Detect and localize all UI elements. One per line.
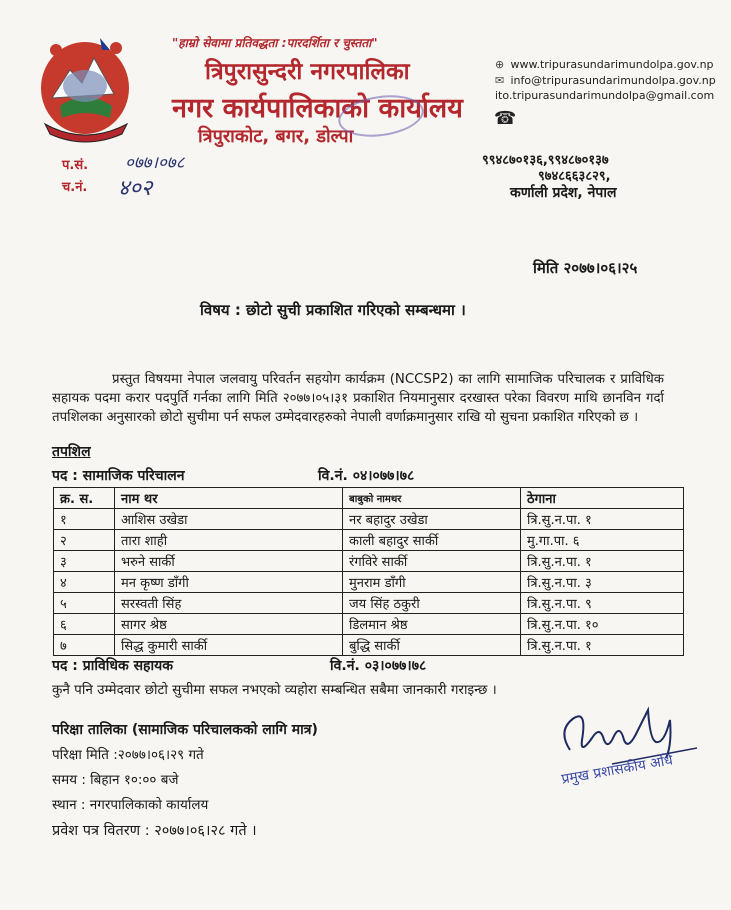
cell-serial: ३ xyxy=(54,551,115,572)
cell-name: मन कृष्ण डाँगी xyxy=(115,572,343,593)
notice-text: कुनै पनि उम्मेदवार छोटो सुचीमा सफल नभएको व्यहोरा सम्बन्धित सबैमा जानकारी गराइन्छ । xyxy=(52,682,497,698)
advert-number-1: वि.नं. ०४।०७७।७८ xyxy=(318,468,415,484)
website-line xyxy=(495,58,714,71)
office-name: नगर कार्यपालिकाको कार्यालय xyxy=(172,93,463,124)
table-row xyxy=(54,593,684,614)
cell-father-name: बुद्धि सार्की xyxy=(343,635,521,656)
letter-subject: विषय : छोटो सुची प्रकाशित गरिएको सम्बन्धमा । xyxy=(200,301,466,319)
cell-address: त्रि.सु.न.पा. ३ xyxy=(521,572,684,593)
cell-address: त्रि.सु.न.पा. १ xyxy=(521,509,684,530)
cell-serial: ७ xyxy=(54,635,115,656)
phone-numbers: ९९४८७०१३६,९९४८७०१३७ xyxy=(482,153,609,168)
table-row xyxy=(54,635,684,656)
exam-schedule-title: परिक्षा तालिका (सामाजिक परिचालकको लागि मात्र) xyxy=(52,722,318,738)
table-header-row xyxy=(54,488,684,509)
cell-serial: ६ xyxy=(54,614,115,635)
cell-name: आशिस उखेडा xyxy=(115,509,343,530)
letter-body: प्रस्तुत विषयमा नेपाल जलवायु परिवर्तन सहयोग कार्यक्रम (NCCSP2) का लागि सामाजिक परिचालक र प्राविधिक सहायक पदमा करार पदपुर्ति गर्नका लागि मिति २०७७।०५।३१ प्रकाशित नियमानुसार दरखास्त परेका विवरण माथि छानविन गर्दा तपशिलका अनुसारको छोटो सुचीमा पर्न सफल उम्मेदवारहरुको नेपाली वर्णाक्रमानुसार राखि यो सुचना प्रकाशित गरिएको छ । xyxy=(52,372,664,425)
candidate-table xyxy=(53,487,684,656)
exam-date: परिक्षा मिति :२०७७।०६।२९ गते xyxy=(52,747,204,763)
email2-line xyxy=(495,89,714,102)
province-text: कर्णाली प्रदेश, नेपाल xyxy=(510,185,617,201)
office-address: त्रिपुराकोट, बगर, डोल्पा xyxy=(198,126,354,147)
exam-venue: स्थान : नगरपालिकाको कार्यालय xyxy=(52,797,209,813)
cell-father-name: नर बहादुर उखेडा xyxy=(343,509,521,530)
col-name: नाम थर xyxy=(115,488,343,509)
email2-text: ito.tripurasundarimundolpa@gmail.com xyxy=(495,89,715,102)
cell-name: तारा शाही xyxy=(115,530,343,551)
table-row xyxy=(54,509,684,530)
post-technical-assistant: पद : प्राविधिक सहायक xyxy=(52,658,173,674)
post-social-mobilizer: पद : सामाजिक परिचालन xyxy=(52,468,185,484)
cell-name: भरुने सार्की xyxy=(115,551,343,572)
nepal-emblem-icon xyxy=(30,28,140,146)
col-serial: क्र. स. xyxy=(54,488,115,509)
signatory-title: प्रमुख प्रशासकीय अधि xyxy=(560,752,675,788)
email-text: info@tripurasundarimundolpa.gov.np xyxy=(510,74,716,87)
cell-serial: १ xyxy=(54,509,115,530)
cell-serial: ५ xyxy=(54,593,115,614)
challan-label: च.नं. xyxy=(62,180,88,195)
motto: "हाम्रो सेवामा प्रतिवद्धता :पारदर्शिता र चुस्तता" xyxy=(172,36,378,50)
letter-date: मिति २०७७।०६।२५ xyxy=(533,259,638,277)
reference-number: ०७७।०७८ xyxy=(125,153,185,173)
table-row xyxy=(54,551,684,572)
email-line xyxy=(495,74,716,87)
cell-name: सिद्ध कुमारी सार्की xyxy=(115,635,343,656)
globe-icon: ⊕ xyxy=(495,58,505,71)
cell-father-name: रंगविरे सार्की xyxy=(343,551,521,572)
table-row xyxy=(54,572,684,593)
challan-number: ४०२ xyxy=(118,176,153,201)
col-father-name: बाबुको नामथर xyxy=(343,488,521,509)
municipality-name: त्रिपुरासुन्दरी नगरपालिका xyxy=(205,59,410,85)
exam-time: समय : बिहान १०:०० बजे xyxy=(52,772,179,788)
cell-father-name: काली बहादुर सार्की xyxy=(343,530,521,551)
advert-number-2: वि.नं. ०३।०७७।७८ xyxy=(330,658,427,674)
col-address: ठेगाना xyxy=(521,488,684,509)
table-row xyxy=(54,530,684,551)
cell-serial: २ xyxy=(54,530,115,551)
cell-address: त्रि.सु.न.पा. १० xyxy=(521,614,684,635)
envelope-icon: ✉ xyxy=(495,74,505,87)
cell-address: मु.गा.पा. ६ xyxy=(521,530,684,551)
website-text: www.tripurasundarimundolpa.gov.np xyxy=(510,58,714,71)
cell-serial: ४ xyxy=(54,572,115,593)
cell-father-name: जय सिंह ठकुरी xyxy=(343,593,521,614)
cell-name: सागर श्रेष्ठ xyxy=(115,614,343,635)
cell-address: त्रि.सु.न.पा. १ xyxy=(521,635,684,656)
table-row xyxy=(54,614,684,635)
cell-name: सरस्वती सिंह xyxy=(115,593,343,614)
cell-father-name: डिलमान श्रेष्ठ xyxy=(343,614,521,635)
phone-numbers-2: ९७४८६६३८२९, xyxy=(538,169,611,184)
phone-icon: ☎ xyxy=(494,108,517,129)
reference-label: प.सं. xyxy=(62,158,89,173)
cell-father-name: मुनराम डाँगी xyxy=(343,572,521,593)
cell-address: त्रि.सु.न.पा. ९ xyxy=(521,593,684,614)
details-heading: तपशिल xyxy=(52,444,91,460)
cell-address: त्रि.सु.न.पा. १ xyxy=(521,551,684,572)
admit-card-distribution: प्रवेश पत्र वितरण : २०७७।०६।२८ गते । xyxy=(52,823,257,839)
